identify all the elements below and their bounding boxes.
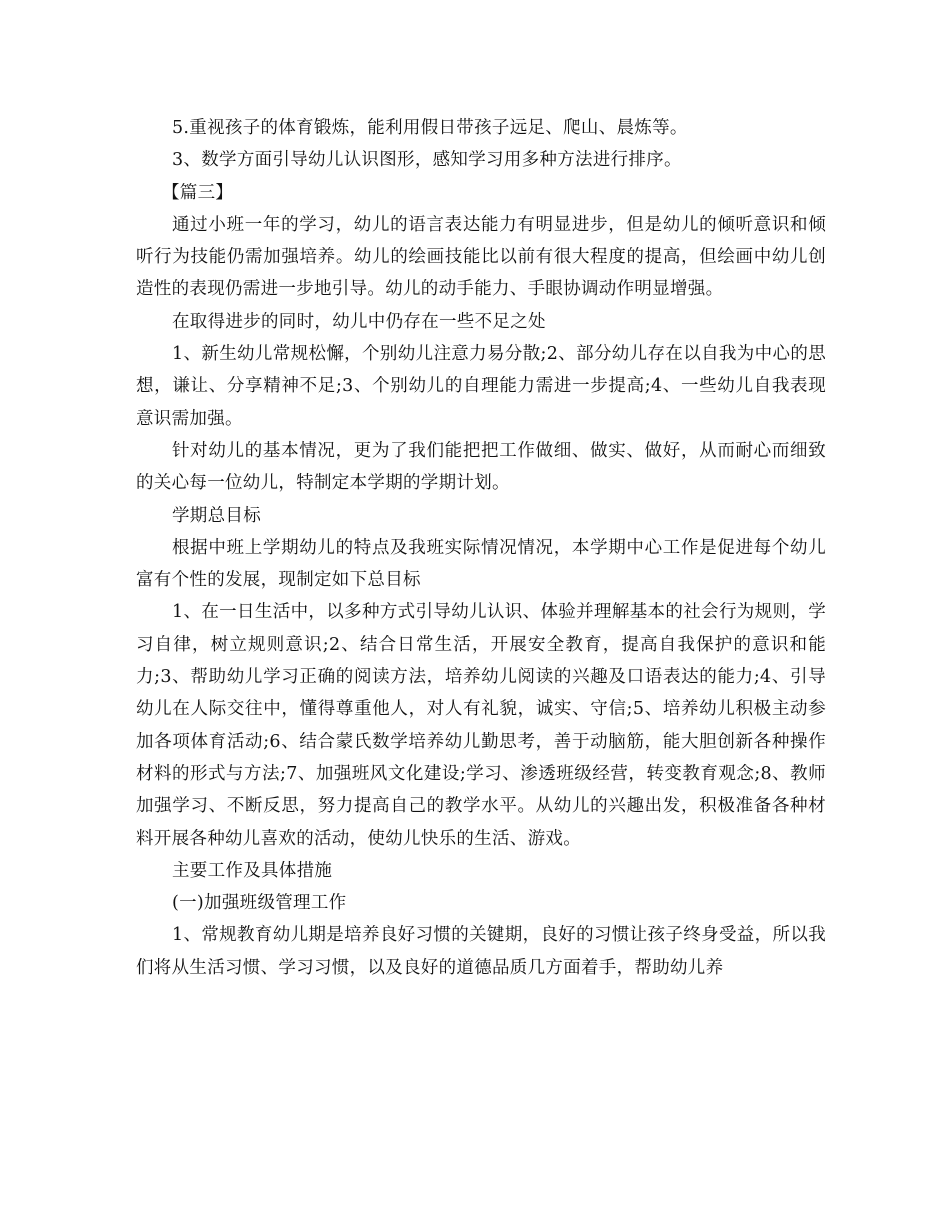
paragraph-1: 5.重视孩子的体育锻炼，能利用假日带孩子远足、爬山、晨炼等。 bbox=[172, 118, 688, 138]
subheading-class-management: (一)加强班级管理工作 bbox=[172, 893, 347, 914]
subheading-goals: 学期总目标 bbox=[172, 505, 261, 526]
paragraph-2: 3、数学方面引导幼儿认识图形，感知学习用多种方法进行排序。 bbox=[172, 150, 682, 171]
subheading-measures: 主要工作及具体措施 bbox=[172, 860, 333, 881]
paragraph-3: 通过小班一年的学习，幼儿的语言表达能力有明显进步，但是幼儿的倾听意识和倾听行为技能仍需加强培养。幼儿的绘画技能比以前有很大程度的提高，但绘画中幼儿创造性的表现仍需进一步地引导。幼儿的动手能力、手眼协调动作明显增强。 bbox=[136, 214, 826, 300]
document-body bbox=[136, 112, 826, 984]
paragraph-5: 1、新生幼儿常规松懈，个别幼儿注意力易分散;2、部分幼儿存在以自我为中心的思想，谦让、分享精神不足;3、个别幼儿的自理能力需进一步提高;4、一些幼儿自我表现意识需加强。 bbox=[136, 344, 826, 429]
paragraph-4: 在取得进步的同时，幼儿中仍存在一些不足之处 bbox=[172, 311, 546, 332]
paragraph-8: 1、在一日生活中，以多种方式引导幼儿认识、体验并理解基本的社会行为规则，学习自律，树立规则意识;2、结合日常生活，开展安全教育，提高自我保护的意识和能力;3、帮助幼儿学习正确的阅读方法，培养幼儿阅读的兴趣及口语表达的能力;4、引导幼儿在人际交往中，懂得尊重他人，对人有礼貌，诚实、守信;5、培养幼儿积极主动参加各项体育活动;6、结合蒙氏数学培养幼儿勤思考，善于动脑筋，能大胆创新各种操作材料的形式与方法;7、加强班风文化建设;学习、渗透班级经营，转变教育观念;8、教师加强学习、不断反思，努力提高自己的教学水平。从幼儿的兴趣出发，积极准备各种材料开展各种幼儿喜欢的活动，使幼儿快乐的生活、游戏。 bbox=[136, 602, 826, 849]
paragraph-7: 根据中班上学期幼儿的特点及我班实际情况情况，本学期中心工作是促进每个幼儿富有个性的发展，现制定如下总目标 bbox=[136, 537, 826, 591]
section-heading: 【篇三】 bbox=[162, 182, 234, 203]
paragraph-6: 针对幼儿的基本情况，更为了我们能把把工作做细、做实、做好，从而耐心而细致的关心每一位幼儿，特制定本学期的学期计划。 bbox=[136, 440, 826, 494]
paragraph-9: 1、常规教育幼儿期是培养良好习惯的关键期，良好的习惯让孩子终身受益，所以我们将从生活习惯、学习习惯，以及良好的道德品质几方面着手，帮助幼儿养 bbox=[136, 925, 826, 978]
